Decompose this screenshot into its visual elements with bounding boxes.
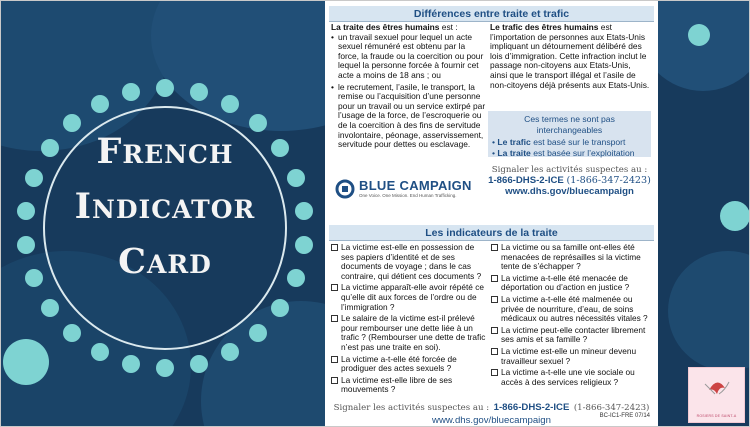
teal-dot	[91, 343, 109, 361]
checkbox-icon[interactable]	[331, 284, 338, 291]
indicator-item	[491, 368, 651, 387]
checkbox-icon[interactable]	[491, 348, 498, 355]
logo-name: BLUE CAMPAIGN	[359, 178, 472, 193]
teal-dot	[190, 355, 208, 373]
teal-dot	[295, 236, 313, 254]
indicator-text: La victime a-t-elle une vie sociale ou accès à des services religieux ?	[501, 367, 635, 387]
indicator-text: La victime est-elle en possession de ses papiers d’identité et de ses documents de voyage ; dans le cas contraire, qui détient ces documents ?	[341, 242, 482, 281]
terms-note-item-text: est basé sur le transport	[530, 137, 626, 147]
section-heading-differences: Différences entre traite et trafic	[329, 6, 654, 22]
section-heading-indicators: Les indicateurs de la traite	[329, 225, 654, 241]
blue-campaign-logo	[335, 177, 485, 203]
blue-campaign-logo-icon	[335, 179, 355, 199]
checkbox-icon[interactable]	[491, 296, 498, 303]
indicator-item	[491, 347, 651, 366]
teal-dot	[190, 83, 208, 101]
teal-dot	[271, 299, 289, 317]
report-phone-alt: (1-866-347-2423)	[573, 403, 650, 413]
traite-bullets	[331, 33, 487, 150]
indicator-card	[325, 1, 658, 427]
report-contact-top	[488, 165, 651, 197]
terms-note-item: • La traite est basée sur l’exploitation	[492, 148, 635, 158]
teal-dot	[287, 269, 305, 287]
indicator-text: La victime a-t-elle été menacée de déportation ou d’action en justice ?	[501, 272, 630, 293]
report-phone-line	[488, 175, 651, 186]
checkbox-icon[interactable]	[491, 244, 498, 251]
right-decorative-panel	[658, 1, 750, 427]
teal-dot	[287, 169, 305, 187]
checkbox-icon[interactable]	[331, 356, 338, 363]
teal-dot	[249, 324, 267, 342]
terms-note-item-bold: La traite	[497, 148, 531, 158]
report-url: www.dhs.gov/bluecampaign	[432, 415, 551, 426]
terms-note-header: Ces termes ne sont pas interchangeables	[524, 114, 615, 135]
report-contact-bottom	[329, 397, 654, 426]
report-url: www.dhs.gov/bluecampaign	[505, 186, 634, 197]
logo-tagline: One Voice. One Mission. End Human Trafficking.	[359, 193, 457, 198]
title-line: Card	[118, 241, 212, 282]
indicator-text: La victime ou sa famille ont-elles été menacées de représailles si la victime tente de s’échapper ?	[501, 242, 641, 272]
checkbox-icon[interactable]	[331, 315, 338, 322]
teal-dot	[221, 343, 239, 361]
title-line: French	[96, 131, 234, 172]
teal-dot	[17, 236, 35, 254]
indicator-item	[331, 243, 489, 281]
teal-dot	[41, 299, 59, 317]
indicator-item	[491, 274, 651, 293]
traite-bullet: • le recrutement, l’asile, le transport, la remise ou l’acquisition d’une personne pour un travail ou un service extirpé par l’usage de la force, de l’escroquerie ou de la coercition à des fins de servitude involontaire, péonage, asservissement, servitude pour dettes ou esclavage.	[331, 83, 487, 150]
terms-note-item: • Le trafic est basé sur le transport	[492, 137, 626, 147]
report-label: Signaler les activités suspectes au :	[491, 165, 648, 175]
teal-dot	[156, 359, 174, 377]
checkbox-icon[interactable]	[331, 377, 338, 384]
terms-note-item-bold: Le trafic	[497, 137, 531, 147]
indicator-item	[331, 314, 489, 352]
title-line: Indicator	[74, 186, 256, 227]
teal-dot	[221, 95, 239, 113]
traite-lead-bold: La traite des êtres humains	[331, 22, 440, 32]
traite-bullet: • un travail sexuel pour lequel un acte sexuel rémunéré est obtenu par la force, la fraude ou la coercition ou pour lequel la personne forcée à fournir cet acte a moins de 18 ans ; ou	[331, 33, 487, 81]
terms-note-item-text: est basée sur l’exploitation	[530, 148, 635, 158]
trafic-lead-bold: Le trafic des êtres humains	[490, 22, 599, 32]
report-phone: 1-866-DHS-2-ICE	[493, 402, 570, 413]
checkbox-icon[interactable]	[491, 327, 498, 334]
teal-dot	[17, 202, 35, 220]
teal-circle-decoration	[688, 24, 710, 46]
teal-dot	[91, 95, 109, 113]
teal-dot	[25, 269, 43, 287]
traite-definition	[331, 23, 487, 150]
indicator-text: La victime a-t-elle été malmenée ou privée de nourriture, d’eau, de soins médicaux ou autres nécessités vitales ?	[501, 293, 648, 324]
checkbox-icon[interactable]	[491, 369, 498, 376]
bird-logo-icon	[689, 368, 746, 408]
teal-dot	[295, 202, 313, 220]
indicator-text: La victime est-elle un mineur devenu travailleur sexuel ?	[501, 345, 637, 366]
teal-dot	[25, 169, 43, 187]
card-code: BC-IC1-FRE 07/14	[599, 413, 650, 419]
indicator-text: La victime apparaît-elle avoir répété ce qu’elle dit aux forces de l’ordre ou de l’immigration ?	[341, 282, 484, 312]
indicator-text: La victime peut-elle contacter librement ses amis et sa famille ?	[501, 324, 646, 345]
teal-circle-decoration	[720, 201, 750, 231]
indicator-text: La victime est-elle libre de ses mouvements ?	[341, 374, 453, 395]
checkbox-icon[interactable]	[491, 275, 498, 282]
indicators-left-column	[331, 243, 489, 397]
teal-circle-decoration	[3, 339, 49, 385]
background-blob	[658, 1, 750, 91]
indicator-item	[331, 283, 489, 312]
badge-text: ROSIERS DE SAINT-A	[696, 414, 737, 418]
indicator-text: La victime a-t-elle été forcée de prodiguer des actes sexuels ?	[341, 353, 457, 374]
report-phone: 1-866-DHS-2-ICE	[488, 175, 564, 186]
report-label: Signaler les activités suspectes au :	[333, 403, 490, 413]
indicator-item	[491, 326, 651, 345]
checkbox-icon[interactable]	[331, 244, 338, 251]
indicator-item	[491, 243, 651, 272]
background-blob	[668, 251, 750, 371]
indicator-item	[331, 355, 489, 374]
teal-dot	[63, 324, 81, 342]
report-phone-alt: (1-866-347-2423)	[566, 175, 651, 186]
traite-lead-suffix: est :	[439, 22, 458, 32]
watermark-badge	[688, 367, 745, 423]
panel-title	[43, 124, 287, 289]
trafic-text: est l’importation de personnes aux Etats-Unis impliquant un détournement délibéré des lois d’immigration. Cette infraction inclut le passage non-citoyens aux Etats-Unis, ainsi que le transport illégal et l’asile de non-citoyens déjà présents aux Etats-Unis.	[490, 22, 650, 90]
terms-note-box	[488, 111, 651, 157]
teal-dot	[156, 79, 174, 97]
left-decorative-panel	[1, 1, 325, 427]
trafic-definition	[490, 23, 650, 90]
indicators-right-column	[491, 243, 651, 389]
indicator-item	[331, 376, 489, 395]
indicator-text: Le salaire de la victime est-il prélevé pour rembourser une dette liée à un trafic ? (Rembourser une dette de trafic n’est pas une traite en soi).	[341, 313, 486, 352]
indicator-item	[491, 295, 651, 324]
